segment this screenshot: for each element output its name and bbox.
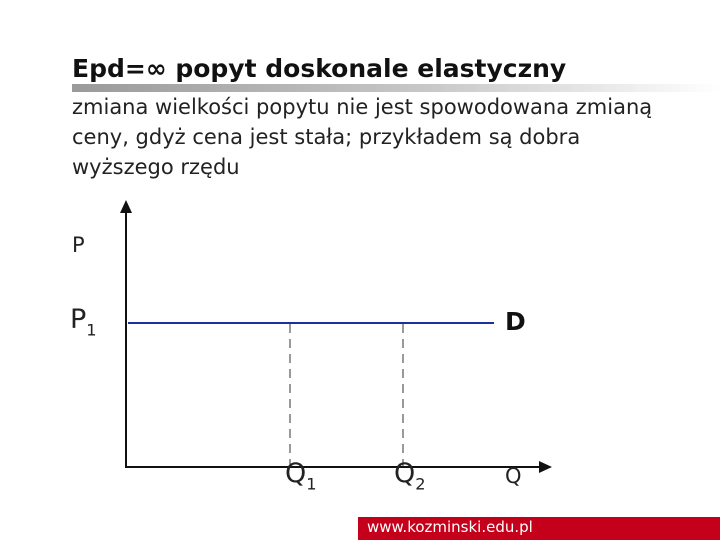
q1-label — [285, 458, 317, 494]
q1-label-sub: 1 — [306, 474, 317, 494]
q2-label-sub: 2 — [415, 474, 426, 494]
slide-title: Epd=∞ popyt doskonale elastyczny — [72, 54, 567, 83]
q2-label-base: Q — [394, 458, 416, 489]
footer-url[interactable]: www.kozminski.edu.pl — [367, 518, 533, 536]
slide-description: zmiana wielkości popytu nie jest spowodowana zmianą ceny, gdyż cena jest stała; przykładem są dobra wyższego rzędu — [72, 95, 653, 179]
y-axis-label: P — [72, 233, 85, 257]
demand-label: D — [505, 307, 526, 336]
q1-label-base: Q — [285, 458, 307, 489]
x-axis-arrowhead — [539, 461, 552, 473]
y-axis-arrowhead — [120, 200, 132, 213]
p1-label-sub: 1 — [86, 320, 97, 340]
p1-label — [70, 304, 97, 340]
x-axis-label: Q — [505, 464, 522, 488]
p1-label-base: P — [70, 304, 87, 335]
q2-label — [394, 458, 426, 494]
